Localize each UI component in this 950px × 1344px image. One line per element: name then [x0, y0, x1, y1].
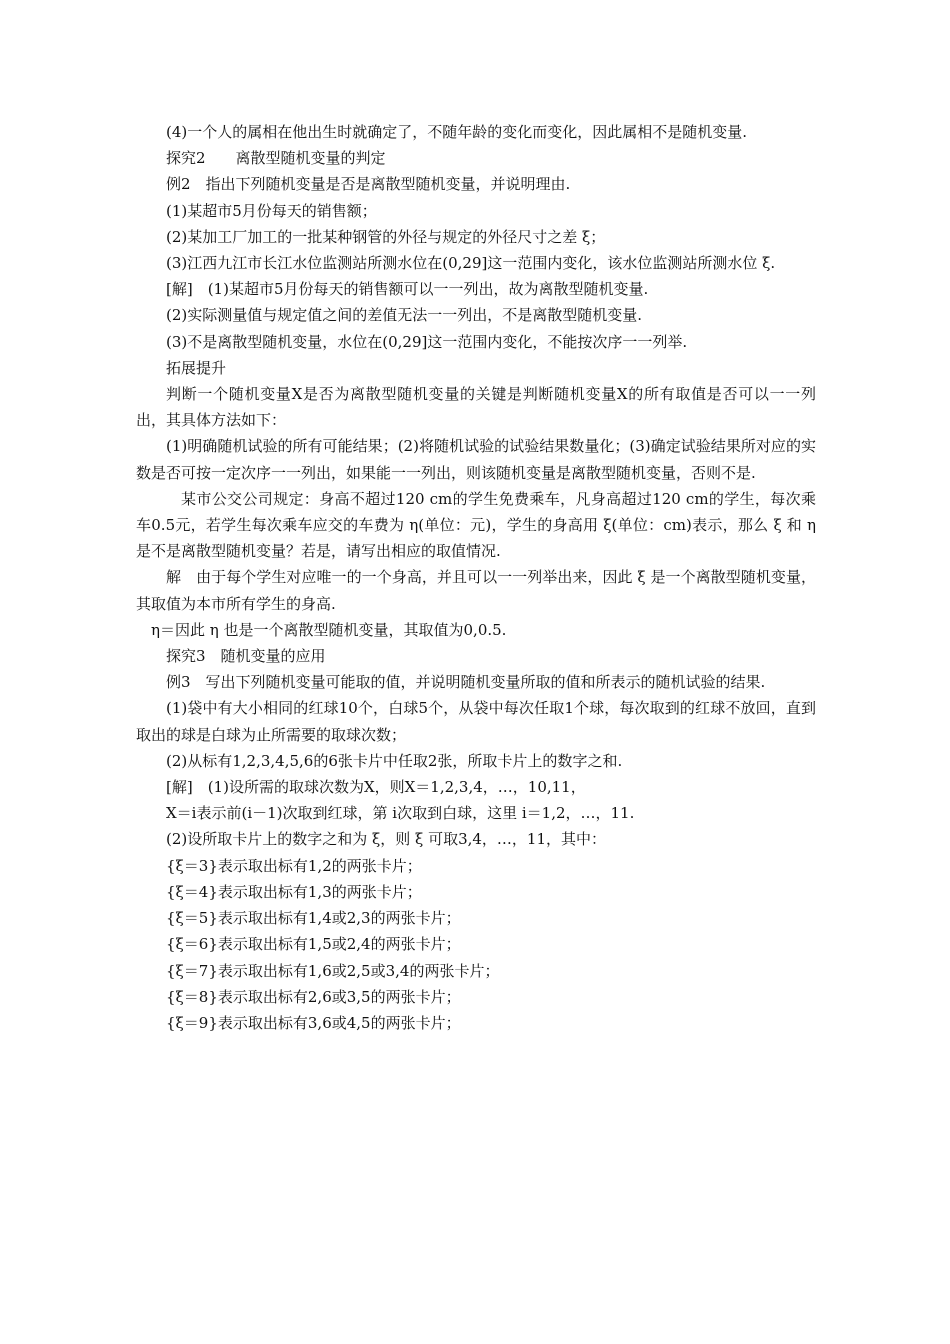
paragraph: (2)某加工厂加工的一批某种钢管的外径与规定的外径尺寸之差 ξ； — [166, 227, 606, 246]
paragraph: (2)从标有1,2,3,4,5,6的6张卡片中任取2张，所取卡片上的数字之和. — [166, 751, 623, 770]
paragraph: 判断一个随机变量X是否为离散型随机变量的关键是判断随机变量X的所有取值是否可以一一列出，其具体方法如下： — [136, 385, 816, 430]
paragraph: (3)江西九江市长江水位监测站所测水位在(0,29]这一范围内变化，该水位监测站所测水位 ξ. — [166, 254, 776, 273]
paragraph: 探究2 离散型随机变量的判定 — [166, 149, 386, 168]
paragraph: η＝因此 η 也是一个离散型随机变量，其取值为0,0.5. — [151, 620, 507, 639]
paragraph: X＝i表示前(i－1)次取到红球，第 i次取到白球，这里 i＝1,2，…，11. — [166, 804, 635, 823]
paragraph: (2)设所取卡片上的数字之和为 ξ，则 ξ 可取3,4，…，11，其中： — [166, 830, 607, 849]
paragraph: (1)某超市5月份每天的销售额； — [166, 201, 377, 220]
paragraph: {ξ＝7}表示取出标有1,6或2,5或3,4的两张卡片； — [166, 961, 500, 980]
document-body — [136, 119, 816, 1036]
paragraph: {ξ＝3}表示取出标有1,2的两张卡片； — [166, 856, 422, 875]
paragraph: 探究3 随机变量的应用 — [166, 647, 326, 666]
paragraph: 拓展提升 — [166, 358, 227, 377]
paragraph: {ξ＝5}表示取出标有1,4或2,3的两张卡片； — [166, 909, 461, 928]
paragraph: [解] (1)设所需的取球次数为X，则X＝1,2,3,4，…，10,11， — [166, 778, 586, 797]
paragraph: (1)明确随机试验的所有可能结果；(2)将随机试验的试验结果数量化；(3)确定试验结果所对应的实数是否可按一定次序一一列出，如果能一一列出，则该随机变量是离散型随机变量，否则不是. — [136, 437, 816, 482]
paragraph: 例3 写出下列随机变量可能取的值，并说明随机变量所取的值和所表示的随机试验的结果. — [166, 673, 766, 692]
paragraph: 某市公交公司规定：身高不超过120 cm的学生免费乘车，凡身高超过120 cm的学生，每次乘车0.5元，若学生每次乘车应交的车费为 η(单位：元)，学生的身高用 ξ(单位：cm)表示，那么 ξ 和 η 是不是离散型随机变量？若是，请写出相应的取值情况. — [136, 489, 816, 561]
paragraph: 例2 指出下列随机变量是否是离散型随机变量，并说明理由. — [166, 175, 571, 194]
paragraph: (4)一个人的属相在他出生时就确定了，不随年龄的变化而变化，因此属相不是随机变量. — [166, 123, 748, 141]
paragraph: {ξ＝9}表示取出标有3,6或4,5的两张卡片； — [166, 1013, 461, 1032]
paragraph: {ξ＝6}表示取出标有1,5或2,4的两张卡片； — [166, 935, 461, 954]
paragraph: {ξ＝8}表示取出标有2,6或3,5的两张卡片； — [166, 987, 461, 1006]
paragraph: {ξ＝4}表示取出标有1,3的两张卡片； — [166, 882, 422, 901]
paragraph: (2)实际测量值与规定值之间的差值无法一一列出，不是离散型随机变量. — [166, 306, 643, 325]
paragraph: (3)不是离散型随机变量，水位在(0,29]这一范围内变化，不能按次序一一列举. — [166, 332, 688, 351]
paragraph: 解 由于每个学生对应唯一的一个身高，并且可以一一列举出来，因此 ξ 是一个离散型随机变量，其取值为本市所有学生的身高. — [136, 568, 816, 613]
paragraph: (1)袋中有大小相同的红球10个，白球5个，从袋中每次任取1个球，每次取到的红球不放回，直到取出的球是白球为止所需要的取球次数； — [136, 699, 816, 744]
paragraph: [解] (1)某超市5月份每天的销售额可以一一列出，故为离散型随机变量. — [166, 280, 649, 299]
